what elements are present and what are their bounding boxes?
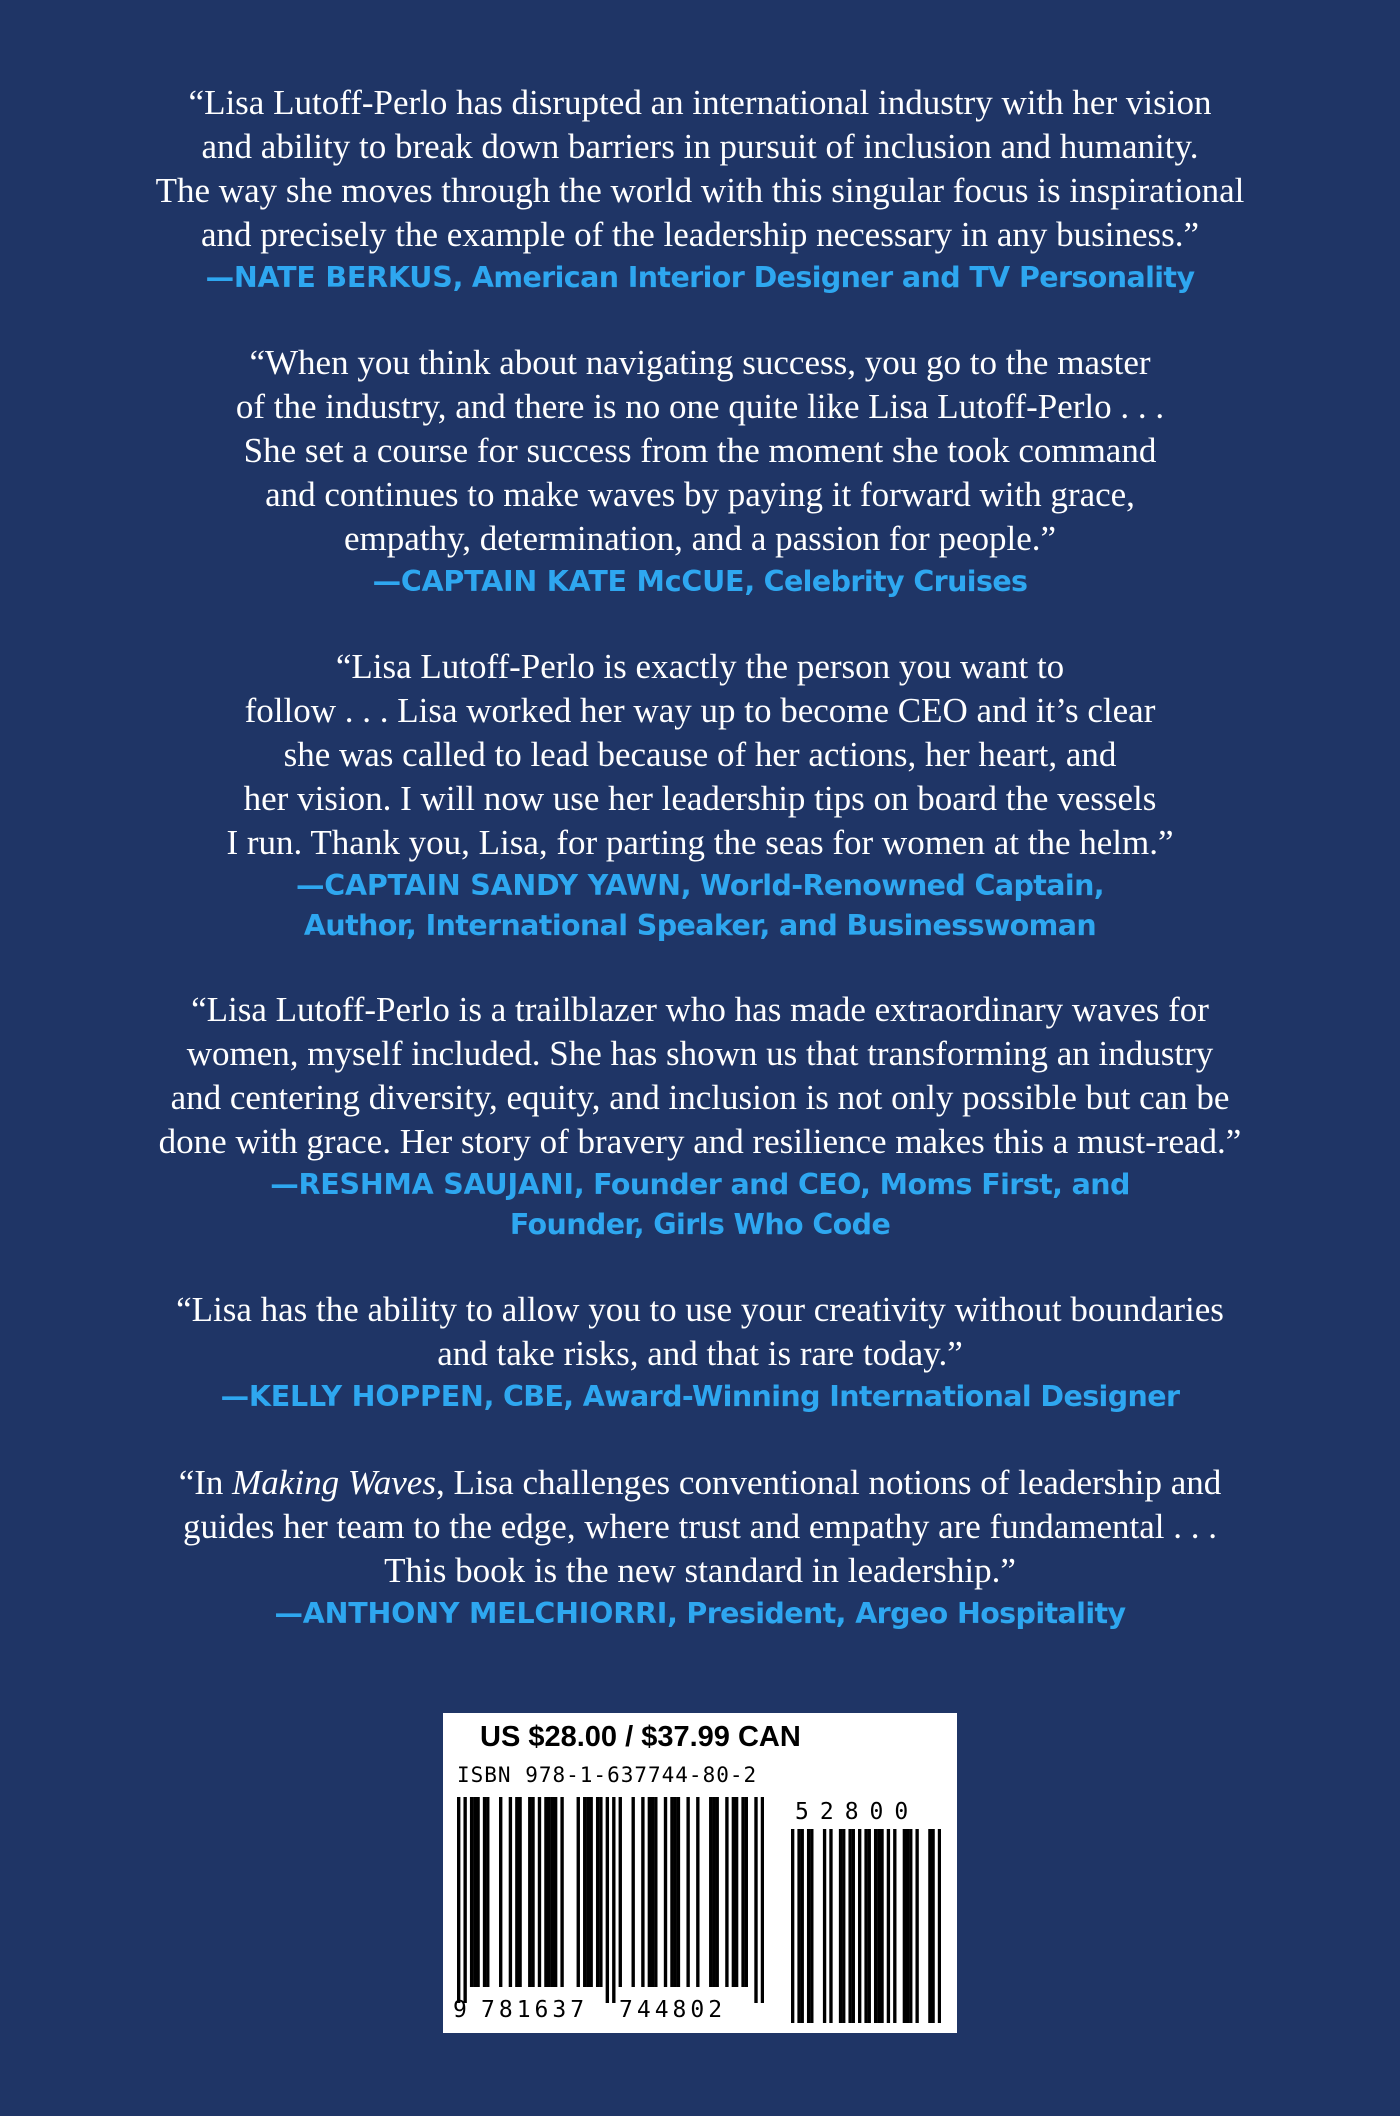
attribution-desc: Author, International Speaker, and Businesswoman <box>303 909 1097 942</box>
barcode-bar <box>651 1797 654 1987</box>
barcode-bar <box>606 1797 609 2003</box>
addon-bar <box>909 1829 912 2023</box>
barcode-bar <box>457 1797 460 2003</box>
attribution-desc: CBE, Award-Winning International Designer <box>502 1380 1180 1413</box>
quote-line: and ability to break down barriers in pursuit of inclusion and humanity. <box>201 127 1199 166</box>
attribution <box>0 1164 1400 1205</box>
blurb-sandy-yawn <box>0 645 1400 946</box>
barcode-bar <box>670 1797 673 1987</box>
quote-line: guides her team to the edge, where trust and empathy are fundamental . . . <box>182 1507 1218 1546</box>
quote-line: done with grace. Her story of bravery and resilience makes this a must-read.” <box>158 1122 1242 1161</box>
attribution <box>0 1204 1400 1245</box>
price-label: US $28.00 / $37.99 CAN <box>480 1721 801 1753</box>
attribution-desc: Celebrity Cruises <box>763 565 1028 598</box>
attribution-name: —NATE BERKUS, <box>205 261 464 294</box>
barcode-bar <box>709 1797 712 1987</box>
barcode-bar <box>473 1797 476 1987</box>
quote-line: “When you think about navigating success, you go to the master <box>249 343 1151 382</box>
barcode-bar <box>745 1797 748 1987</box>
quote-line: of the industry, and there is no one quite like Lisa Lutoff-Perlo . . . <box>235 387 1165 426</box>
barcode-bar <box>677 1797 680 1987</box>
blurb-kate-mccue <box>0 341 1400 602</box>
addon-bar <box>801 1829 804 2023</box>
addon-bar <box>931 1829 934 2023</box>
addon-bar <box>852 1829 855 2023</box>
attribution-desc: World-Renowned Captain, <box>700 869 1105 902</box>
attribution-name: —ANTHONY MELCHIORRI, <box>274 1597 678 1630</box>
addon-bar <box>928 1829 931 2023</box>
barcode-bar <box>664 1797 667 1987</box>
addon-bar <box>893 1829 896 2023</box>
barcode-bar <box>761 1797 764 2003</box>
barcode-bar <box>712 1797 715 1987</box>
barcode-bar <box>583 1797 586 1987</box>
addon-digits: 52800 <box>795 1799 920 1825</box>
barcode-bar <box>483 1797 486 1987</box>
quote-line: and take risks, and that is rare today.” <box>437 1334 963 1373</box>
attribution <box>0 1593 1400 1634</box>
barcode-bar <box>632 1797 635 1987</box>
addon-bar <box>906 1829 909 2023</box>
barcode-bar <box>716 1797 719 1987</box>
addon-bar <box>868 1829 871 2023</box>
barcode-bar <box>577 1797 580 1987</box>
quote-line: “Lisa Lutoff-Perlo is exactly the person you want to <box>335 647 1065 686</box>
addon-bar <box>810 1829 813 2023</box>
book-title: Making Waves <box>232 1463 436 1502</box>
barcode-bar <box>599 1797 602 1987</box>
barcode-bar <box>612 1797 615 2003</box>
quote-fragment: , Lisa challenges conventional notions of leadership and <box>435 1463 1222 1502</box>
barcode-bar <box>641 1797 644 1987</box>
quote-line: “Lisa Lutoff-Perlo is a trailblazer who has made extraordinary waves for <box>191 990 1209 1029</box>
addon-bar <box>915 1829 918 2023</box>
barcode-bar <box>518 1797 521 1987</box>
ean-left-digits: 781637 <box>481 1997 589 2023</box>
attribution-desc: President, Argeo Hospitality <box>686 1597 1126 1630</box>
quote-line: her vision. I will now use her leadership tips on board the vessels <box>243 779 1157 818</box>
barcode-bar <box>544 1797 547 1987</box>
addon-bar <box>864 1829 867 2023</box>
attribution-name: —CAPTAIN SANDY YAWN, <box>295 869 692 902</box>
quote-line: and continues to make waves by paying it forward with grace, <box>265 475 1135 514</box>
attribution-name: —CAPTAIN KATE McCUE, <box>372 565 755 598</box>
attribution-desc: Founder, Girls Who Code <box>509 1208 891 1241</box>
quote-line <box>0 1461 1400 1505</box>
barcode-bar <box>725 1797 728 1987</box>
quote-line: empathy, determination, and a passion for people.” <box>343 519 1057 558</box>
barcode-bar <box>754 1797 757 2003</box>
addon-bar <box>829 1829 832 2023</box>
attribution-name: —KELLY HOPPEN, <box>220 1380 495 1413</box>
barcode-bar <box>551 1797 554 1987</box>
barcode-bar <box>732 1797 735 1987</box>
addon-bar <box>938 1829 941 2023</box>
addon-bar <box>887 1829 890 2023</box>
barcode-bar <box>486 1797 489 1987</box>
barcode-bar <box>463 1797 466 2003</box>
quote-line: she was called to lead because of her actions, her heart, and <box>283 735 1117 774</box>
barcode-bar <box>741 1797 744 1987</box>
barcode-bar <box>654 1797 657 1987</box>
ean-right-digits: 744802 <box>619 1997 727 2023</box>
barcode-bar <box>554 1797 557 1987</box>
barcode-bar <box>674 1797 677 1987</box>
addon-bar <box>874 1829 877 2023</box>
quote-line: women, myself included. She has shown us that transforming an industry <box>186 1034 1214 1073</box>
quote-line: This book is the new standard in leadership.” <box>384 1551 1016 1590</box>
barcode-bar <box>589 1797 592 1987</box>
quote-line: She set a course for success from the moment she took command <box>243 431 1157 470</box>
addon-barcode <box>791 1829 941 2023</box>
attribution <box>0 1376 1400 1417</box>
ean-first-digit: 9 <box>453 1997 467 2023</box>
barcode-bar <box>531 1797 534 1987</box>
barcode-bar <box>686 1797 689 1987</box>
barcode-bar <box>696 1797 699 1987</box>
quote-line: and precisely the example of the leadership necessary in any business.” <box>200 215 1200 254</box>
blurb-reshma-saujani <box>0 988 1400 1245</box>
addon-bar <box>823 1829 826 2023</box>
barcode-bar <box>499 1797 502 1987</box>
attribution <box>0 905 1400 946</box>
ean-barcode <box>457 1797 764 2003</box>
quote-fragment: “In <box>178 1463 233 1502</box>
quote-line: “Lisa has the ability to allow you to use your creativity without boundaries <box>176 1290 1224 1329</box>
quote-line: “Lisa Lutoff-Perlo has disrupted an international industry with her vision <box>188 83 1212 122</box>
attribution <box>0 257 1400 298</box>
attribution <box>0 561 1400 602</box>
barcode-bar <box>560 1797 563 1987</box>
addon-bar <box>807 1829 810 2023</box>
barcode-box <box>443 1713 957 2033</box>
addon-bar <box>858 1829 861 2023</box>
barcode-bar <box>586 1797 589 1987</box>
addon-bar <box>880 1829 883 2023</box>
addon-bar <box>848 1829 851 2023</box>
barcode-bar <box>509 1797 512 1987</box>
barcode-bar <box>735 1797 738 1987</box>
barcode-bar <box>476 1797 479 1987</box>
blurb-nate-berkus <box>0 81 1400 298</box>
quote-line: and centering diversity, equity, and inclusion is not only possible but can be <box>170 1078 1230 1117</box>
barcode-bar <box>547 1797 550 1987</box>
barcode-bar <box>515 1797 518 1987</box>
attribution-desc: Founder and CEO, Moms First, and <box>593 1168 1130 1201</box>
blurb-anthony-melchiorri <box>0 1461 1400 1634</box>
barcode-bar <box>648 1797 651 1987</box>
attribution-desc: American Interior Designer and TV Personality <box>471 261 1195 294</box>
barcode-bar <box>528 1797 531 1987</box>
barcode-bar <box>538 1797 541 1987</box>
isbn-label: ISBN 978-1-637744-80-2 <box>457 1763 758 1787</box>
addon-bar <box>842 1829 845 2023</box>
addon-bar <box>877 1829 880 2023</box>
barcode-bar <box>619 1797 622 1987</box>
attribution-name: —RESHMA SAUJANI, <box>270 1168 585 1201</box>
quote-line: I run. Thank you, Lisa, for parting the seas for women at the helm.” <box>226 823 1174 862</box>
quote-line: follow . . . Lisa worked her way up to become CEO and it’s clear <box>244 691 1156 730</box>
quote-line: The way she moves through the world with this singular focus is inspirational <box>155 171 1245 210</box>
barcode-bar <box>596 1797 599 1987</box>
addon-bar <box>791 1829 794 2023</box>
addon-bar <box>797 1829 800 2023</box>
addon-bar <box>839 1829 842 2023</box>
barcode-bar <box>470 1797 473 1987</box>
attribution <box>0 865 1400 906</box>
addon-bar <box>903 1829 906 2023</box>
blurb-kelly-hoppen <box>0 1288 1400 1417</box>
